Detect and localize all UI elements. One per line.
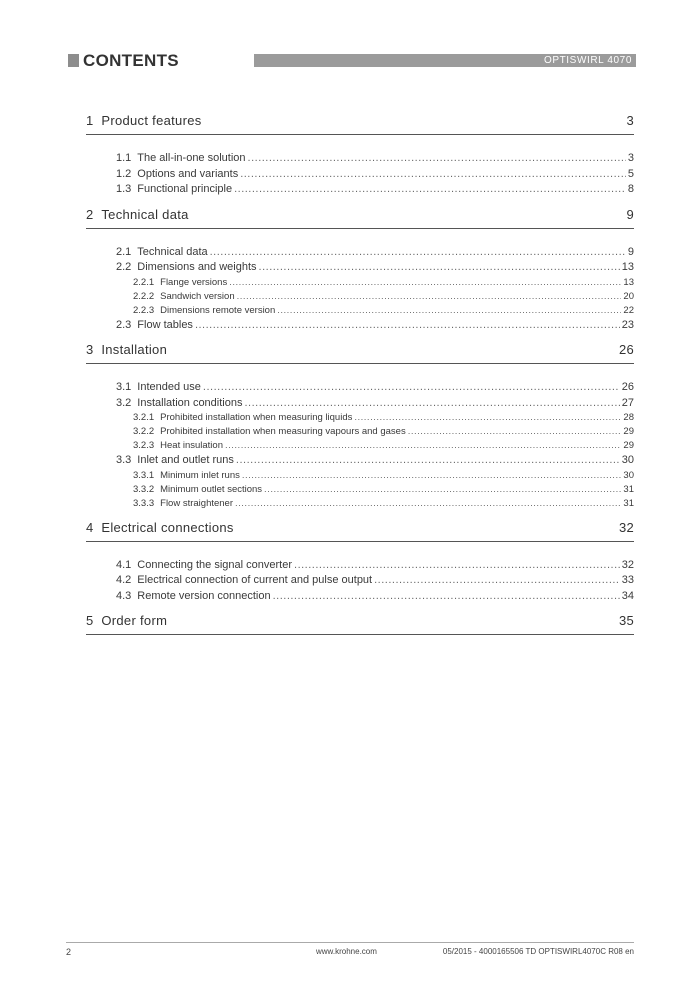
entry-title: Connecting the signal converter bbox=[137, 558, 293, 571]
entry-number: 3.2 bbox=[116, 396, 132, 409]
dot-leader bbox=[273, 589, 620, 605]
entry-page-number: 26 bbox=[621, 381, 634, 393]
toc-subsection-entry[interactable] bbox=[133, 290, 634, 304]
entry-number: 3.3.1 bbox=[133, 469, 155, 481]
entry-number: 3.3.2 bbox=[133, 483, 155, 495]
entry-number: 4.3 bbox=[116, 589, 132, 602]
entry-number: 2.1 bbox=[116, 245, 132, 258]
dot-leader bbox=[237, 290, 622, 304]
dot-leader bbox=[203, 380, 620, 396]
entry-number: 3.1 bbox=[116, 381, 132, 393]
chapter-page-number: 3 bbox=[626, 113, 634, 128]
chapter-heading[interactable] bbox=[86, 520, 634, 542]
entry-page-number: 33 bbox=[621, 574, 634, 586]
entry-title: Electrical connection of current and pulse output bbox=[137, 574, 373, 586]
dot-leader bbox=[244, 396, 619, 412]
dot-leader bbox=[264, 483, 621, 497]
toc-chapter bbox=[86, 613, 634, 635]
dot-leader bbox=[248, 151, 626, 167]
document-reference: 05/2015 - 4000165506 TD OPTISWIRL4070C R08 en bbox=[442, 947, 634, 956]
entry-number: 1.2 bbox=[116, 167, 132, 180]
entry-page-number: 34 bbox=[621, 589, 634, 602]
entry-page-number: 32 bbox=[621, 558, 634, 571]
dot-leader bbox=[234, 182, 626, 198]
chapter-number: 5 bbox=[86, 613, 94, 628]
entry-number: 2.2.3 bbox=[133, 304, 155, 316]
toc-chapter bbox=[86, 520, 634, 614]
toc-chapter bbox=[86, 207, 634, 343]
chapter-page-number: 26 bbox=[618, 342, 634, 357]
chapter-title-group bbox=[86, 113, 202, 128]
dot-leader bbox=[240, 167, 626, 183]
entry-title: Prohibited installation when measuring vapours and gases bbox=[160, 426, 406, 437]
toc-section-entry[interactable] bbox=[116, 453, 634, 469]
chapter-title: Product features bbox=[101, 113, 202, 128]
chapter-number: 4 bbox=[86, 519, 94, 535]
toc-chapter bbox=[86, 342, 634, 520]
dot-leader bbox=[374, 573, 620, 589]
entry-number: 2.3 bbox=[116, 318, 132, 331]
entry-title: Dimensions and weights bbox=[137, 261, 257, 273]
chapter-number: 2 bbox=[86, 206, 94, 222]
dot-leader bbox=[259, 260, 620, 276]
entry-page-number: 31 bbox=[623, 497, 634, 509]
entry-title: Technical data bbox=[137, 245, 208, 258]
dot-leader bbox=[195, 318, 620, 334]
page-header bbox=[68, 52, 636, 69]
chapter-entries bbox=[86, 364, 634, 520]
entry-page-number: 13 bbox=[621, 261, 634, 273]
chapter-number: 3 bbox=[86, 342, 94, 357]
chapter-entries bbox=[86, 542, 634, 614]
chapter-title-group bbox=[86, 520, 234, 535]
entry-number: 3.2.3 bbox=[133, 440, 155, 451]
chapter-heading[interactable] bbox=[86, 113, 634, 135]
entry-number: 1.3 bbox=[116, 183, 132, 195]
chapter-title: Order form bbox=[101, 613, 168, 628]
header-square-marker bbox=[68, 54, 79, 67]
toc-section-entry[interactable] bbox=[116, 245, 634, 261]
dot-leader bbox=[229, 276, 621, 290]
entry-page-number: 5 bbox=[627, 167, 634, 180]
toc-subsection-entry[interactable] bbox=[133, 411, 634, 425]
toc-section-entry[interactable] bbox=[116, 260, 634, 276]
entry-title: Dimensions remote version bbox=[160, 304, 276, 316]
entry-number: 3.2.2 bbox=[133, 426, 155, 437]
toc-section-entry[interactable] bbox=[116, 589, 634, 605]
entry-title: Heat insulation bbox=[160, 440, 223, 451]
entry-page-number: 13 bbox=[623, 276, 634, 288]
chapter-heading[interactable] bbox=[86, 613, 634, 635]
page-footer bbox=[66, 942, 634, 958]
chapter-title: Electrical connections bbox=[101, 519, 234, 535]
dot-leader bbox=[236, 453, 620, 469]
entry-number: 2.2.1 bbox=[133, 276, 155, 288]
entry-number: 2.2 bbox=[116, 261, 132, 273]
toc-subsection-entry[interactable] bbox=[133, 276, 634, 290]
toc-section-entry[interactable] bbox=[116, 573, 634, 589]
chapter-page-number: 9 bbox=[626, 206, 634, 222]
entry-title: Functional principle bbox=[137, 183, 233, 195]
toc-section-entry[interactable] bbox=[116, 396, 634, 412]
dot-leader bbox=[354, 411, 621, 425]
header-band bbox=[254, 54, 636, 67]
entry-page-number: 31 bbox=[623, 483, 634, 495]
entry-page-number: 9 bbox=[627, 245, 634, 258]
chapter-heading[interactable] bbox=[86, 207, 634, 229]
chapter-heading[interactable] bbox=[86, 342, 634, 364]
dot-leader bbox=[235, 497, 621, 511]
product-name: OPTISWIRL 4070 bbox=[543, 55, 632, 66]
toc-subsection-entry[interactable] bbox=[133, 439, 634, 453]
page-title: CONTENTS bbox=[83, 51, 179, 70]
entry-number: 4.1 bbox=[116, 558, 132, 571]
dot-leader bbox=[225, 439, 621, 453]
entry-title: Prohibited installation when measuring liquids bbox=[160, 412, 353, 423]
entry-page-number: 29 bbox=[623, 426, 634, 437]
entry-title: Inlet and outlet runs bbox=[137, 454, 234, 466]
entry-number: 3.3 bbox=[116, 454, 132, 466]
chapter-title: Installation bbox=[101, 342, 168, 357]
toc-subsection-entry[interactable] bbox=[133, 304, 634, 318]
toc-section-entry[interactable] bbox=[116, 558, 634, 574]
entry-page-number: 29 bbox=[623, 440, 634, 451]
website-link[interactable]: www.krohne.com bbox=[316, 947, 377, 956]
entry-number: 2.2.2 bbox=[133, 290, 155, 302]
entry-page-number: 20 bbox=[623, 290, 634, 302]
dot-leader bbox=[210, 245, 626, 261]
entry-page-number: 28 bbox=[623, 412, 634, 423]
toc-section-entry[interactable] bbox=[116, 380, 634, 396]
chapter-title-group bbox=[86, 342, 167, 357]
entry-title: The all-in-one solution bbox=[137, 152, 246, 164]
page-number: 2 bbox=[66, 947, 72, 957]
entry-page-number: 3 bbox=[627, 152, 634, 164]
entry-page-number: 30 bbox=[623, 469, 634, 481]
toc-section-entry[interactable] bbox=[116, 318, 634, 334]
entry-title: Flange versions bbox=[160, 276, 228, 288]
entry-title: Minimum outlet sections bbox=[160, 483, 263, 495]
entry-page-number: 30 bbox=[621, 454, 634, 466]
chapter-title-group bbox=[86, 613, 167, 628]
chapter-number: 1 bbox=[86, 113, 94, 128]
entry-title: Intended use bbox=[137, 381, 201, 393]
entry-title: Flow straightener bbox=[160, 497, 234, 509]
entry-number: 1.1 bbox=[116, 152, 132, 164]
toc-section-entry[interactable] bbox=[116, 182, 634, 198]
entry-title: Sandwich version bbox=[160, 290, 235, 302]
entry-title: Options and variants bbox=[137, 167, 239, 180]
toc-chapter bbox=[86, 113, 634, 207]
entry-page-number: 8 bbox=[627, 183, 634, 195]
chapter-entries bbox=[86, 229, 634, 343]
toc-subsection-entry[interactable] bbox=[133, 483, 634, 497]
entry-title: Installation conditions bbox=[137, 396, 243, 409]
dot-leader bbox=[408, 425, 622, 439]
dot-leader bbox=[277, 304, 621, 318]
entry-number: 3.3.3 bbox=[133, 497, 155, 509]
entry-number: 4.2 bbox=[116, 574, 132, 586]
dot-leader bbox=[242, 469, 622, 483]
chapter-title: Technical data bbox=[101, 206, 189, 222]
toc-section-entry[interactable] bbox=[116, 151, 634, 167]
entry-page-number: 23 bbox=[621, 318, 634, 331]
entry-page-number: 27 bbox=[621, 396, 634, 409]
toc-subsection-entry[interactable] bbox=[133, 425, 634, 439]
table-of-contents bbox=[86, 113, 634, 635]
entry-number: 3.2.1 bbox=[133, 412, 155, 423]
toc-section-entry[interactable] bbox=[116, 167, 634, 183]
entry-title: Flow tables bbox=[137, 318, 193, 331]
entry-title: Minimum inlet runs bbox=[160, 469, 240, 481]
dot-leader bbox=[294, 558, 620, 574]
entry-title: Remote version connection bbox=[137, 589, 271, 602]
chapter-page-number: 32 bbox=[618, 519, 634, 535]
toc-subsection-entry[interactable] bbox=[133, 469, 634, 483]
chapter-page-number: 35 bbox=[618, 613, 634, 628]
toc-subsection-entry[interactable] bbox=[133, 497, 634, 511]
chapter-title-group bbox=[86, 207, 189, 222]
chapter-entries bbox=[86, 135, 634, 207]
entry-page-number: 22 bbox=[623, 304, 634, 316]
